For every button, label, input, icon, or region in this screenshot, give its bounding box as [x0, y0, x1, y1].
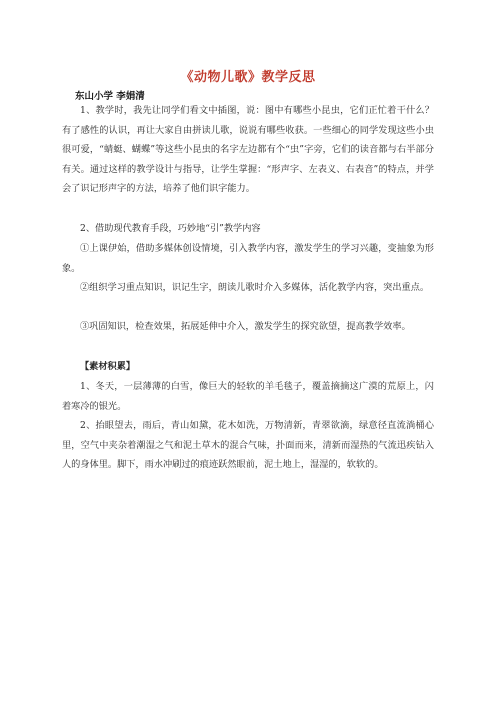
document-title: 《动物儿歌》教学反思 — [180, 70, 316, 85]
paragraph-2: 2、借助现代教育手段，巧妙地“引”教学内容 — [80, 223, 261, 234]
paragraph-1: 1、教学时，我先让同学们看文中插图，说：图中有哪些小昆虫，它们正忙着干什么？有了感性的认识，再让大家自由拼读儿歌，说说有哪些收获。一些细心的同学发现这些小虫很可爱，“蜻蜓、蝴蝶”等这些小昆虫的名字左边都有个“虫”字旁，它们的读音都与右半部分有关。通过这样的教学设计与指导，让学生掌握：“形声字、左表义、右表音”的特点，并学会了识记形声字的方法，培养了他们识字能力。 — [62, 105, 434, 194]
author-line: 东山小学 李娟清 — [75, 91, 145, 102]
material-item-2: 2、抬眼望去，雨后，青山如黛，花木如洗，万物清新，青翠欲滴，绿意径直流淌桶心里，空气中夹杂着潮湿之气和泥土草木的混合气味，扑面而来，清新而湿热的气流迅疾钻入人的身体里。脚下，雨水冲刷过的痕迹跃然眼前，泥土地上，湿湿的，软软的。 — [62, 420, 434, 470]
paragraph-5: ③巩固知识，检查效果，拓展延伸中介入，激发学生的探究欲望，提高教学效率。 — [80, 321, 411, 332]
paragraph-4: ②组织学习重点知识，识记生字，朗读儿歌时介入多媒体，活化教学内容，突出重点。 — [80, 282, 430, 293]
paragraph-3: ①上课伊始，借助多媒体创设情境，引入教学内容，激发学生的学习兴趣，变抽象为形象。 — [62, 243, 434, 274]
material-item-1: 1、冬天，一层薄薄的白雪，像巨大的轻软的羊毛毯子，覆盖摘摘这广漠的荒原上，闪着寒冷的银光。 — [62, 381, 434, 412]
material-heading: 【素材积累】 — [80, 361, 136, 372]
